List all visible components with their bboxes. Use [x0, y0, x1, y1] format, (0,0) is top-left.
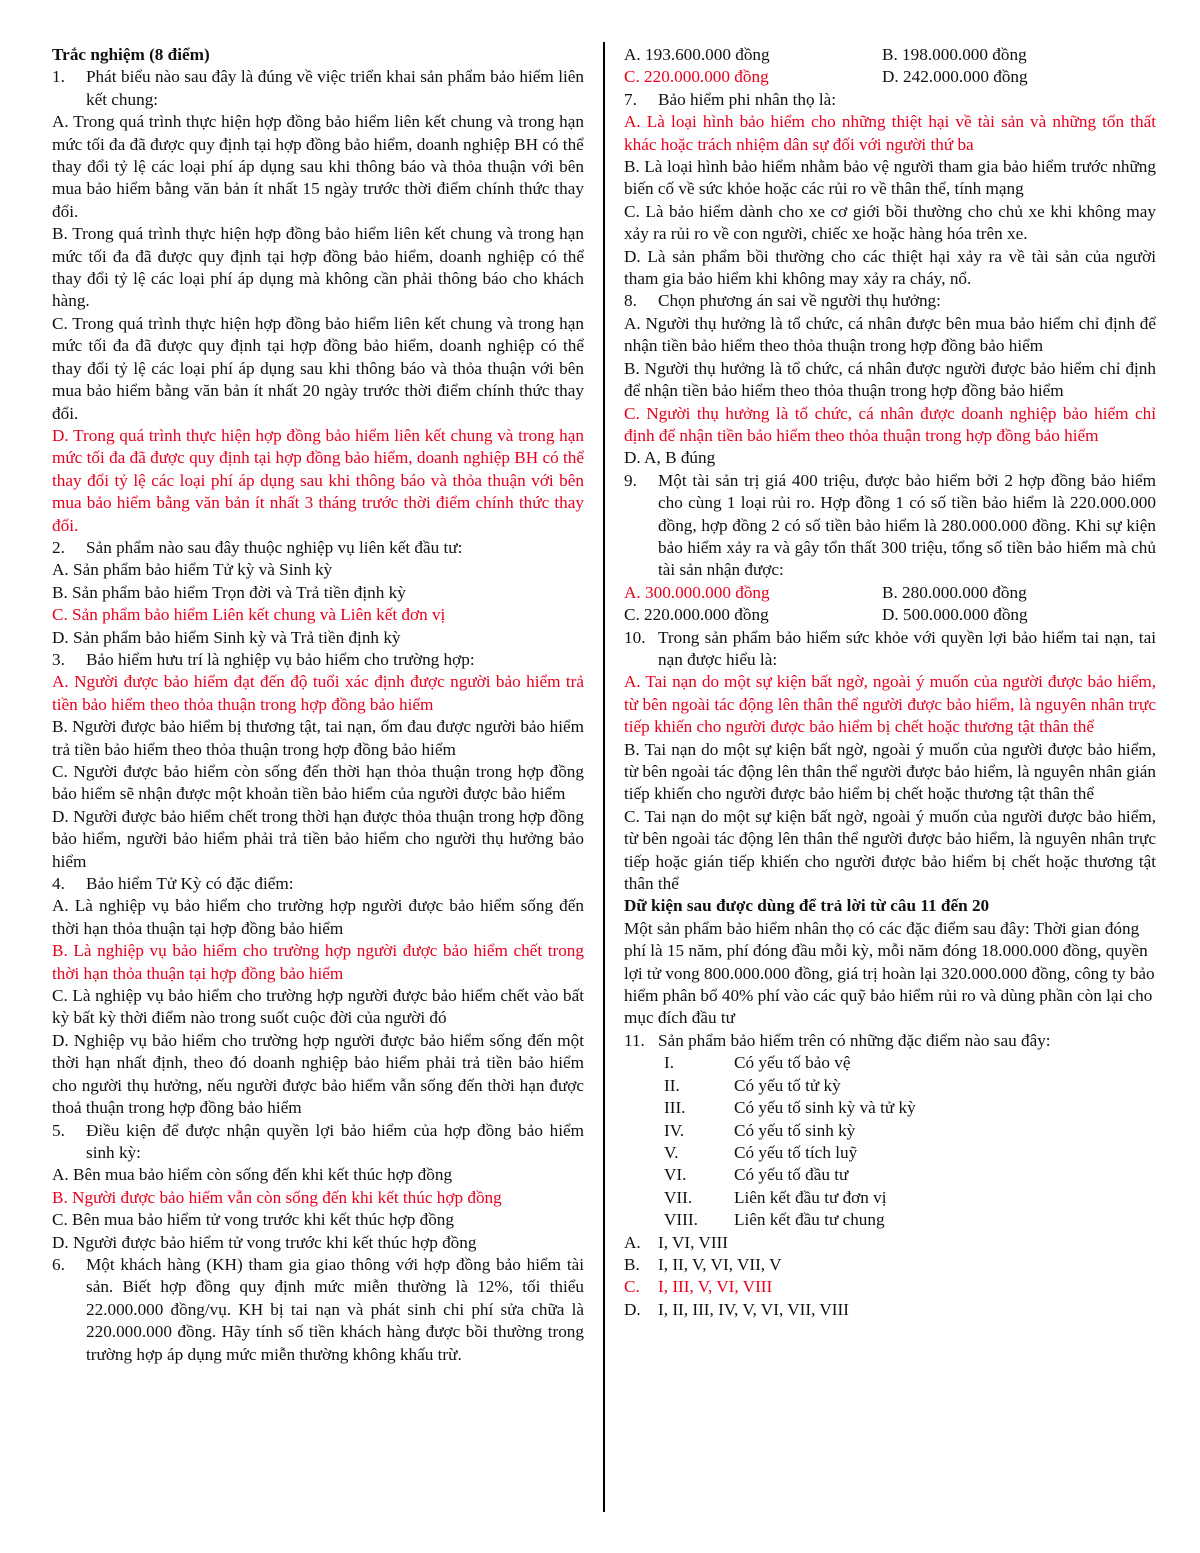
q1-option-d-answer: D. Trong quá trình thực hiện hợp đồng bảo hiểm liên kết chung và trong hạn mức tối đa đã được quy định tại hợp đồng bảo hiểm, doanh nghiệp BH có thể thay đổi tỷ lệ các loại phí áp dụng sau khi thông báo và thỏa thuận với bên mua bảo hiểm bằng văn bản ít nhất 3 tháng trước thời điểm chính thức thay đổi. — [52, 425, 584, 535]
q7-option-c: C. Là bảo hiểm dành cho xe cơ giới bồi thường cho chủ xe khi không may xảy ra rủi ro về con người, chiếc xe hoặc hàng hóa trên xe. — [624, 201, 1156, 244]
question-number: 11. — [624, 1030, 645, 1050]
q5-option-d: D. Người được bảo hiểm tử vong trước khi kết thúc hợp đồng — [52, 1232, 477, 1252]
question-7 — [624, 89, 1156, 111]
q6-option-c-answer: C. 220.000.000 đồng — [624, 67, 769, 87]
q6-option-d: D. 242.000.000 đồng — [882, 67, 1028, 87]
option-text: I, III, V, VI, VIII — [658, 1277, 773, 1297]
feature-numeral: VIII. — [664, 1210, 698, 1230]
q8-option-c-answer: C. Người thụ hưởng là tổ chức, cá nhân được doanh nghiệp bảo hiểm chỉ định để nhận tiền bảo hiểm theo thỏa thuận trong hợp đồng bảo hiểm — [624, 403, 1156, 445]
option-text: I, II, V, VI, VII, V — [658, 1254, 782, 1274]
feature-numeral: IV. — [664, 1120, 685, 1140]
question-number: 7. — [624, 89, 637, 109]
option-letter: A. — [624, 1232, 641, 1252]
feature-numeral: V. — [664, 1142, 679, 1162]
question-5 — [52, 1120, 584, 1165]
feature-text: Có yếu tố tử kỳ — [734, 1075, 841, 1095]
q4-option-d: D. Nghiệp vụ bảo hiểm cho trường hợp người được bảo hiểm sống đến một thời hạn nhất định, theo đó doanh nghiệp bảo hiểm phải trả tiền bảo hiểm cho người thụ hưởng, nếu người được bảo hiểm vẫn sống đến thời hạn được thoả thuận trong hợp đồng bảo hiểm — [52, 1030, 584, 1118]
q3-option-b: B. Người được bảo hiểm bị thương tật, tai nạn, ốm đau được người bảo hiểm trả tiền bảo hiểm theo thỏa thuận trong hợp đồng bảo hiểm — [52, 717, 584, 759]
q8-option-d: D. A, B đúng — [624, 448, 716, 468]
question-number: 4. — [52, 874, 65, 894]
question-text: Trong sản phẩm bảo hiểm sức khỏe với quyền lợi bảo hiểm tai nạn, tai nạn được hiểu là: — [658, 627, 1156, 669]
q10-option-a-answer: A. Tai nạn do một sự kiện bất ngờ, ngoài ý muốn của người được bảo hiểm, từ bên ngoài tác động lên thân thể người được bảo hiểm, là nguyên nhân trực tiếp khiến cho người được bảo hiểm bị chết hoặc thương tật thân thể — [624, 672, 1156, 737]
option-letter: C. — [624, 1277, 640, 1297]
question-6 — [52, 1254, 584, 1366]
feature-numeral: VII. — [664, 1187, 693, 1207]
q5-option-a: A. Bên mua bảo hiểm còn sống đến khi kết thúc hợp đồng — [52, 1165, 453, 1185]
question-number: 3. — [52, 649, 65, 669]
question-number: 2. — [52, 537, 65, 557]
q11-option-b — [624, 1254, 1156, 1276]
feature-text: Có yếu tố đầu tư — [734, 1165, 849, 1185]
question-1 — [52, 66, 584, 111]
data-section-heading: Dữ kiện sau được dùng để trả lời từ câu 11 đến 20 — [624, 896, 990, 916]
q2-option-d: D. Sản phẩm bảo hiểm Sinh kỳ và Trả tiền định kỳ — [52, 627, 401, 647]
q9-options-row-2 — [624, 604, 1156, 626]
feature-text: Có yếu tố bảo vệ — [734, 1053, 851, 1073]
q5-option-b-answer: B. Người được bảo hiểm vẫn còn sống đến khi kết thúc hợp đồng — [52, 1187, 502, 1207]
q10-option-b: B. Tai nạn do một sự kiện bất ngờ, ngoài ý muốn của người được bảo hiểm, từ bên ngoài tác động lên thân thể người được bảo hiểm, là nguyên nhân gián tiếp khiến cho người được bảo hiểm bị chết hoặc thương tật thân thể — [624, 739, 1157, 804]
question-number: 1. — [52, 67, 65, 87]
question-3 — [52, 649, 584, 671]
section-heading: Trắc nghiệm (8 điểm) — [52, 45, 210, 64]
q1-option-b: B. Trong quá trình thực hiện hợp đồng bảo hiểm liên kết chung và trong hạn mức tối đa đã được quy định tại hợp đồng bảo hiểm, doanh nghiệp có thể thay đổi tỷ lệ các loại phí áp dụng mà không cần phải thông báo cho khách hàng. — [52, 224, 584, 311]
question-text: Bảo hiểm phi nhân thọ là: — [658, 89, 837, 109]
question-text: Một tài sản trị giá 400 triệu, được bảo hiểm bởi 2 hợp đồng bảo hiểm cho cùng 1 loại rủi ro. Hợp đồng 1 có số tiền bảo hiểm là 220.000.000 đồng, hợp đồng 2 có số tiền bảo hiểm là 280.000.000 đồng. Khi sự kiện bảo hiểm xảy ra và gây tổn thất 300 triệu, tổng số tiền bảo hiểm mà chủ tài sản nhận được: — [658, 470, 1156, 580]
question-9 — [624, 470, 1156, 582]
q1-option-a-cont: thay đổi tỷ lệ các loại phí áp dụng sau khi thông báo và thỏa thuận với bên mua bảo hiểm bằng văn bản ít nhất 15 ngày trước thời điểm chính thức thay đổi. — [52, 157, 584, 221]
feature-text: Liên kết đầu tư chung — [734, 1210, 885, 1230]
question-number: 8. — [624, 291, 637, 311]
q11-option-d — [624, 1299, 1156, 1321]
feature-text: Có yếu tố sinh kỳ và tử kỳ — [734, 1098, 916, 1118]
question-11 — [624, 1030, 1156, 1052]
q7-option-b: B. Là loại hình bảo hiểm nhằm bảo vệ người tham gia bảo hiểm trước những biến cố về sức khỏe hoặc các rủi ro về thân thể, tính mạng — [624, 157, 1156, 199]
feature-item — [624, 1075, 1156, 1097]
q1-option-a: A. Trong quá trình thực hiện hợp đồng bảo hiểm liên kết chung và trong hạn mức tối đa đã được quy định tại hợp đồng bảo hiểm, doanh nghiệp BH có thể — [52, 112, 584, 154]
q8-option-b: B. Người thụ hưởng là tổ chức, cá nhân được người được bảo hiểm chỉ định để nhận tiền bảo hiểm theo thỏa thuận trong hợp đồng bảo hiểm — [624, 358, 1156, 401]
q10-option-c: C. Tai nạn do một sự kiện bất ngờ, ngoài ý muốn của người được bảo hiểm, từ bên ngoài tác động lên thân thể người được bảo hiểm, là nguyên nhân trực tiếp hoặc gián tiếp khiến cho người được bảo hiểm bị chết hoặc thương tật thân thể — [624, 806, 1156, 894]
q9-option-a-answer: A. 300.000.000 đồng — [624, 582, 770, 602]
question-text: Phát biểu nào sau đây là đúng về việc triển khai sản phẩm bảo hiểm liên kết chung: — [86, 67, 584, 109]
left-column — [52, 44, 584, 1366]
question-number: 10. — [624, 627, 646, 647]
q8-option-a: A. Người thụ hưởng là tổ chức, cá nhân được bên mua bảo hiểm chỉ định để nhận tiền bảo hiểm theo thỏa thuận trong hợp đồng bảo hiểm — [624, 313, 1156, 356]
q9-option-c: C. 220.000.000 đồng — [624, 605, 769, 625]
question-text: Điều kiện để được nhận quyền lợi bảo hiểm của hợp đồng bảo hiểm sinh kỳ: — [86, 1120, 584, 1162]
question-8 — [624, 290, 1156, 312]
q6-options-row-1 — [624, 44, 1156, 66]
feature-item — [624, 1052, 1156, 1074]
option-text: I, VI, VIII — [658, 1232, 729, 1252]
q2-option-c-answer: C. Sản phẩm bảo hiểm Liên kết chung và Liên kết đơn vị — [52, 605, 446, 625]
question-4 — [52, 873, 584, 895]
question-text: Sản phẩm bảo hiểm trên có những đặc điểm nào sau đây: — [658, 1030, 1051, 1050]
feature-item — [624, 1142, 1156, 1164]
q3-option-a-answer: A. Người được bảo hiểm đạt đến độ tuổi xác định được người bảo hiểm trả tiền bảo hiểm theo thỏa thuận trong hợp đồng bảo hiểm — [52, 672, 584, 714]
question-2 — [52, 537, 584, 559]
q7-option-a-answer: A. Là loại hình bảo hiểm cho những thiệt hại về tài sản và những tổn thất khác hoặc trách nhiệm dân sự đối với người thứ ba — [624, 112, 1156, 154]
q9-option-d: D. 500.000.000 đồng — [882, 605, 1028, 625]
question-text: Bảo hiểm hưu trí là nghiệp vụ bảo hiểm cho trường hợp: — [86, 649, 475, 669]
question-text: Sản phẩm nào sau đây thuộc nghiệp vụ liên kết đầu tư: — [86, 537, 463, 557]
question-10 — [624, 627, 1156, 672]
question-number: 6. — [52, 1254, 65, 1274]
option-text: I, II, III, IV, V, VI, VII, VIII — [658, 1299, 849, 1319]
q9-options-row-1 — [624, 582, 1156, 604]
q4-option-a: A. Là nghiệp vụ bảo hiểm cho trường hợp người được bảo hiểm sống đến thời hạn thỏa thuận tại hợp đồng bảo hiểm — [52, 896, 584, 938]
q11-option-c-answer — [624, 1276, 1156, 1298]
option-letter: B. — [624, 1254, 640, 1274]
q6-option-b: B. 198.000.000 đồng — [882, 45, 1027, 64]
question-number: 9. — [624, 470, 637, 490]
q11-option-a — [624, 1232, 1156, 1254]
q1-option-c: C. Trong quá trình thực hiện hợp đồng bảo hiểm liên kết chung và trong hạn mức tối đa đã được quy định tại hợp đồng bảo hiểm, doanh nghiệp có thể thay đổi tỷ lệ các loại phí áp dụng sau khi thông báo và thỏa thuận với bên mua bảo hiểm bằng văn bản ít nhất 20 ngày trước thời điểm chính thức thay đổi. — [52, 313, 584, 423]
q2-option-b: B. Sản phẩm bảo hiểm Trọn đời và Trả tiền định kỳ — [52, 582, 406, 602]
question-text: Bảo hiểm Tử Kỳ có đặc điểm: — [86, 874, 294, 894]
feature-text: Có yếu tố tích luỹ — [734, 1142, 858, 1162]
feature-text: Có yếu tố sinh kỳ — [734, 1120, 856, 1140]
q4-option-b-answer: B. Là nghiệp vụ bảo hiểm cho trường hợp người được bảo hiểm chết trong thời hạn thỏa thuận tại hợp đồng bảo hiểm — [52, 941, 584, 983]
feature-item — [624, 1209, 1156, 1231]
question-text: Chọn phương án sai về người thụ hưởng: — [658, 291, 941, 311]
q3-option-d: D. Người được bảo hiểm chết trong thời hạn được thỏa thuận trong hợp đồng bảo hiểm, người bảo hiểm phải trả tiền bảo hiểm cho người thụ hưởng bảo hiểm — [52, 806, 584, 871]
column-divider — [603, 42, 605, 1512]
q5-option-c: C. Bên mua bảo hiểm tử vong trước khi kết thúc hợp đồng — [52, 1210, 454, 1230]
q6-option-a: A. 193.600.000 đồng — [624, 45, 770, 64]
q7-option-d: D. Là sản phẩm bồi thường cho các thiệt hại xảy ra về tài sản của người tham gia bảo hiểm khi không may xảy ra cháy, nổ. — [624, 246, 1156, 289]
question-text: Một khách hàng (KH) tham gia giao thông với hợp đồng bảo hiểm tài sản. Biết hợp đồng quy định mức miễn thường là 12%, tối thiểu 22.000.000 đồng/vụ. KH bị tai nạn và phát sinh chi phí sửa chữa là 220.000.000 đồng. Hãy tính số tiền khách hàng được bồi thường trong trường hợp áp dụng mức miễn thường không khấu trừ. — [86, 1254, 584, 1364]
q3-option-c: C. Người được bảo hiểm còn sống đến thời hạn thỏa thuận trong hợp đồng bảo hiểm sẽ nhận được một khoản tiền bảo hiểm của người được bảo hiểm — [52, 762, 584, 804]
data-section-text: Một sản phẩm bảo hiểm nhân thọ có các đặc điểm sau đây: Thời gian đóng phí là 15 năm, phí đóng đầu mỗi kỳ, mỗi năm đóng 18.000.000 đồng, quyền lợi tử vong 800.000.000 đồng, giá trị hoàn lại 320.000.000 đồng, công ty bảo hiểm phân bổ 40% phí vào các quỹ bảo hiểm rủi ro và dùng phần còn lại cho mục đích đầu tư — [624, 918, 1155, 1028]
q6-options-row-2 — [624, 66, 1156, 88]
q2-option-a: A. Sản phẩm bảo hiểm Tử kỳ và Sinh kỳ — [52, 560, 333, 580]
q11-feature-list — [624, 1052, 1156, 1231]
feature-numeral: II. — [664, 1075, 680, 1095]
feature-item — [624, 1164, 1156, 1186]
feature-numeral: I. — [664, 1053, 675, 1073]
feature-text: Liên kết đầu tư đơn vị — [734, 1187, 887, 1207]
feature-numeral: III. — [664, 1098, 686, 1118]
feature-numeral: VI. — [664, 1165, 687, 1185]
q9-option-b: B. 280.000.000 đồng — [882, 582, 1027, 602]
right-column — [624, 44, 1156, 1321]
feature-item — [624, 1097, 1156, 1119]
question-number: 5. — [52, 1120, 65, 1140]
q4-option-c: C. Là nghiệp vụ bảo hiểm cho trường hợp người được bảo hiểm chết vào bất kỳ bất kỳ thời điểm nào trong suốt cuộc đời của người đó — [52, 986, 584, 1028]
feature-item — [624, 1187, 1156, 1209]
feature-item — [624, 1120, 1156, 1142]
option-letter: D. — [624, 1299, 641, 1319]
